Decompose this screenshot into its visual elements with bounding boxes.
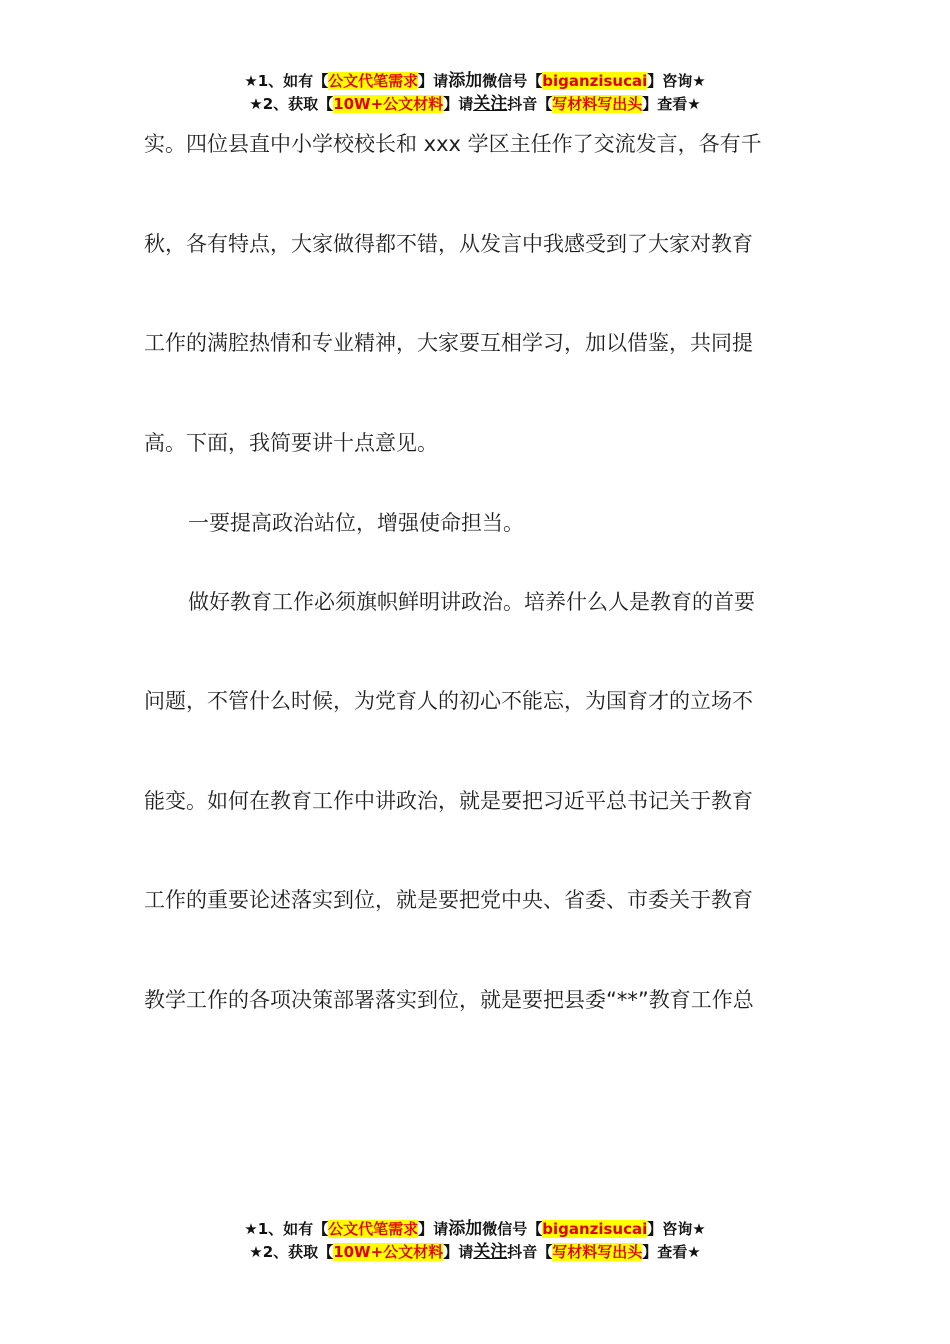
banner-line-1-mid2: 微信号【 (482, 72, 543, 90)
document-line: 做好教育工作必须旗帜鲜明讲政治。培养什么人是教育的首要 (188, 590, 755, 614)
banner-line-2-suffix: 】查看★ (642, 1243, 701, 1261)
banner-line-2 (0, 93, 950, 116)
section-heading: 一要提高政治站位，增强使命担当。 (188, 511, 524, 535)
banner-line-1-mid: 】请 (418, 72, 449, 90)
banner-emphasis-follow: 关注 (473, 94, 508, 114)
banner-line-2-prefix: ★2、获取【 (249, 1243, 334, 1261)
banner-line-2-mid2: 抖音【 (507, 1243, 553, 1261)
banner-highlight-douyin: 写材料写出头 (552, 95, 643, 113)
document-line: 工作的满腔热情和专业精神，大家要互相学习，加以借鉴，共同提 (144, 331, 753, 355)
banner-line-2-mid: 】请 (443, 1243, 474, 1261)
footer-banner (0, 1218, 950, 1264)
banner-line-2-mid: 】请 (443, 95, 474, 113)
header-banner (0, 70, 950, 116)
banner-highlight-douyin: 写材料写出头 (552, 1243, 643, 1261)
banner-line-1-suffix: 】咨询★ (647, 72, 706, 90)
banner-line-1-mid2: 微信号【 (482, 1220, 543, 1238)
banner-emphasis-add: 添加 (448, 71, 483, 91)
banner-line-1-suffix: 】咨询★ (647, 1220, 706, 1238)
banner-highlight-service: 公文代笔需求 (328, 1220, 419, 1238)
banner-highlight-materials: 10W+公文材料 (333, 95, 444, 113)
banner-highlight-materials: 10W+公文材料 (333, 1243, 444, 1261)
banner-emphasis-follow: 关注 (473, 1242, 508, 1262)
banner-line-2-mid2: 抖音【 (507, 95, 553, 113)
banner-line-1 (0, 70, 950, 93)
banner-emphasis-add: 添加 (448, 1219, 483, 1239)
banner-highlight-wechat-id: biganzisucai (542, 1220, 648, 1238)
document-line: 实。四位县直中小学校校长和 xxx 学区主任作了交流发言，各有千 (144, 132, 762, 156)
banner-line-1-prefix: ★1、如有【 (244, 72, 329, 90)
document-line: 工作的重要论述落实到位，就是要把党中央、省委、市委关于教育 (144, 888, 753, 912)
banner-line-1-mid: 】请 (418, 1220, 449, 1238)
banner-line-2-suffix: 】查看★ (642, 95, 701, 113)
document-line: 教学工作的各项决策部署落实到位，就是要把县委“**”教育工作总 (144, 988, 754, 1012)
banner-highlight-service: 公文代笔需求 (328, 72, 419, 90)
document-line: 高。下面，我简要讲十点意见。 (144, 431, 438, 455)
banner-line-1-prefix: ★1、如有【 (244, 1220, 329, 1238)
document-line: 问题，不管什么时候，为党育人的初心不能忘，为国育才的立场不 (144, 689, 753, 713)
banner-line-2 (0, 1241, 950, 1264)
banner-line-2-prefix: ★2、获取【 (249, 95, 334, 113)
document-line: 秋，各有特点，大家做得都不错，从发言中我感受到了大家对教育 (144, 232, 753, 256)
document-line: 能变。如何在教育工作中讲政治，就是要把习近平总书记关于教育 (144, 789, 753, 813)
banner-highlight-wechat-id: biganzisucai (542, 72, 648, 90)
banner-line-1 (0, 1218, 950, 1241)
